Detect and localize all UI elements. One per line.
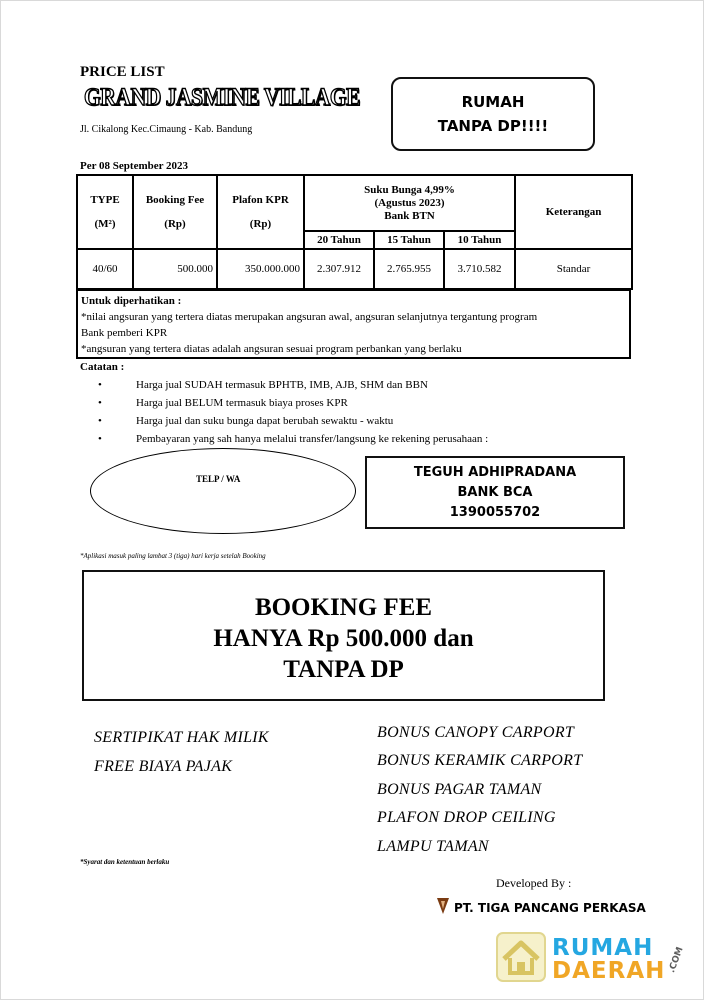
header-plafon-kpr: Plafon KPR (Rp) bbox=[217, 175, 304, 249]
list-item: • Harga jual BELUM termasuk biaya proses KPR bbox=[98, 397, 348, 409]
header-15-tahun: 15 Tahun bbox=[374, 231, 444, 249]
cell-20-tahun: 2.307.912 bbox=[304, 249, 374, 289]
page-title: PRICE LIST bbox=[80, 64, 165, 80]
watermark-text bbox=[552, 934, 666, 984]
promo-no-dp-box bbox=[391, 77, 595, 151]
notice-line: *angsuran yang tertera diatas adalah angsuran sesuai program perbankan yang berlaku bbox=[81, 343, 462, 355]
project-address: Jl. Cikalong Kec.Cimaung - Kab. Bandung bbox=[80, 124, 253, 135]
price-date: Per 08 September 2023 bbox=[80, 160, 189, 172]
notice-line: Bank pemberi KPR bbox=[81, 327, 168, 339]
feature-sertipikat: SERTIPIKAT HAK MILIK bbox=[94, 729, 269, 746]
bank-account-box bbox=[365, 456, 625, 529]
watermark-line-2: DAERAH bbox=[552, 957, 666, 984]
booking-line-2: HANYA Rp 500.000 dan bbox=[213, 625, 474, 652]
promo-line-2: TANPA DP!!!! bbox=[437, 117, 549, 135]
booking-line-3: TANPA DP bbox=[283, 656, 404, 683]
booking-fee-box bbox=[82, 570, 605, 701]
watermark-suffix: .COM bbox=[667, 945, 686, 974]
telp-ellipse bbox=[90, 448, 356, 534]
house-icon bbox=[496, 932, 546, 987]
list-item: • Pembayaran yang sah hanya melalui transfer/langsung ke rekening perusahaan : bbox=[98, 433, 489, 445]
project-logo: GRAND JASMINE VILLAGE bbox=[84, 84, 361, 111]
table-row bbox=[77, 249, 632, 289]
feature-free-pajak: FREE BIAYA PAJAK bbox=[94, 758, 233, 775]
syarat-note: *Syarat dan ketentuan berlaku bbox=[80, 858, 170, 866]
account-name: TEGUH ADHIPRADANA bbox=[413, 465, 577, 480]
notice-box bbox=[76, 289, 631, 359]
developed-by-label: Developed By : bbox=[496, 876, 572, 890]
catatan-list bbox=[98, 376, 488, 448]
list-item: • Harga jual SUDAH termasuk BPHTB, IMB, AJB, SHM dan BBN bbox=[98, 379, 428, 391]
feature-pagar: BONUS PAGAR TAMAN bbox=[377, 781, 542, 798]
bank-name: BANK BCA bbox=[457, 485, 533, 500]
company-logo-icon bbox=[436, 897, 450, 918]
telp-label: TELP / WA bbox=[196, 474, 241, 484]
watermark bbox=[496, 932, 690, 987]
cell-booking: 500.000 bbox=[133, 249, 217, 289]
feature-lampu: LAMPU TAMAN bbox=[377, 838, 489, 855]
notice-title: Untuk diperhatikan : bbox=[81, 295, 182, 307]
cell-type: 40/60 bbox=[77, 249, 133, 289]
header-booking-fee: Booking Fee (Rp) bbox=[133, 175, 217, 249]
notice-line: *nilai angsuran yang tertera diatas merupakan angsuran awal, angsuran selanjutnya tergantung program bbox=[81, 311, 538, 323]
catatan-title: Catatan : bbox=[80, 361, 125, 373]
feature-keramik: BONUS KERAMIK CARPORT bbox=[377, 752, 583, 769]
cell-keterangan: Standar bbox=[515, 249, 632, 289]
list-item: • Harga jual dan suku bunga dapat berubah sewaktu - waktu bbox=[98, 415, 394, 427]
feature-canopy: BONUS CANOPY CARPORT bbox=[377, 724, 575, 741]
header-interest-rate: Suku Bunga 4,99% (Agustus 2023) Bank BTN bbox=[304, 175, 515, 231]
booking-line-1: BOOKING FEE bbox=[254, 594, 433, 621]
company-name-text: PT. TIGA PANCANG PERKASA bbox=[454, 900, 646, 915]
price-table bbox=[76, 174, 633, 290]
promo-line-1: RUMAH bbox=[461, 93, 525, 111]
feature-plafon: PLAFON DROP CEILING bbox=[377, 809, 556, 826]
company-name bbox=[436, 897, 646, 918]
cell-plafon: 350.000.000 bbox=[217, 249, 304, 289]
cell-15-tahun: 2.765.955 bbox=[374, 249, 444, 289]
aplikasi-note: *Aplikasi masuk paling lambat 3 (tiga) hari kerja setelah Booking bbox=[80, 552, 266, 560]
header-10-tahun: 10 Tahun bbox=[444, 231, 515, 249]
header-type: TYPE (M²) bbox=[77, 175, 133, 249]
account-number: 1390055702 bbox=[449, 505, 541, 520]
header-20-tahun: 20 Tahun bbox=[304, 231, 374, 249]
watermark-line-1: RUMAH bbox=[552, 934, 654, 961]
cell-10-tahun: 3.710.582 bbox=[444, 249, 515, 289]
header-keterangan: Keterangan bbox=[515, 175, 632, 249]
